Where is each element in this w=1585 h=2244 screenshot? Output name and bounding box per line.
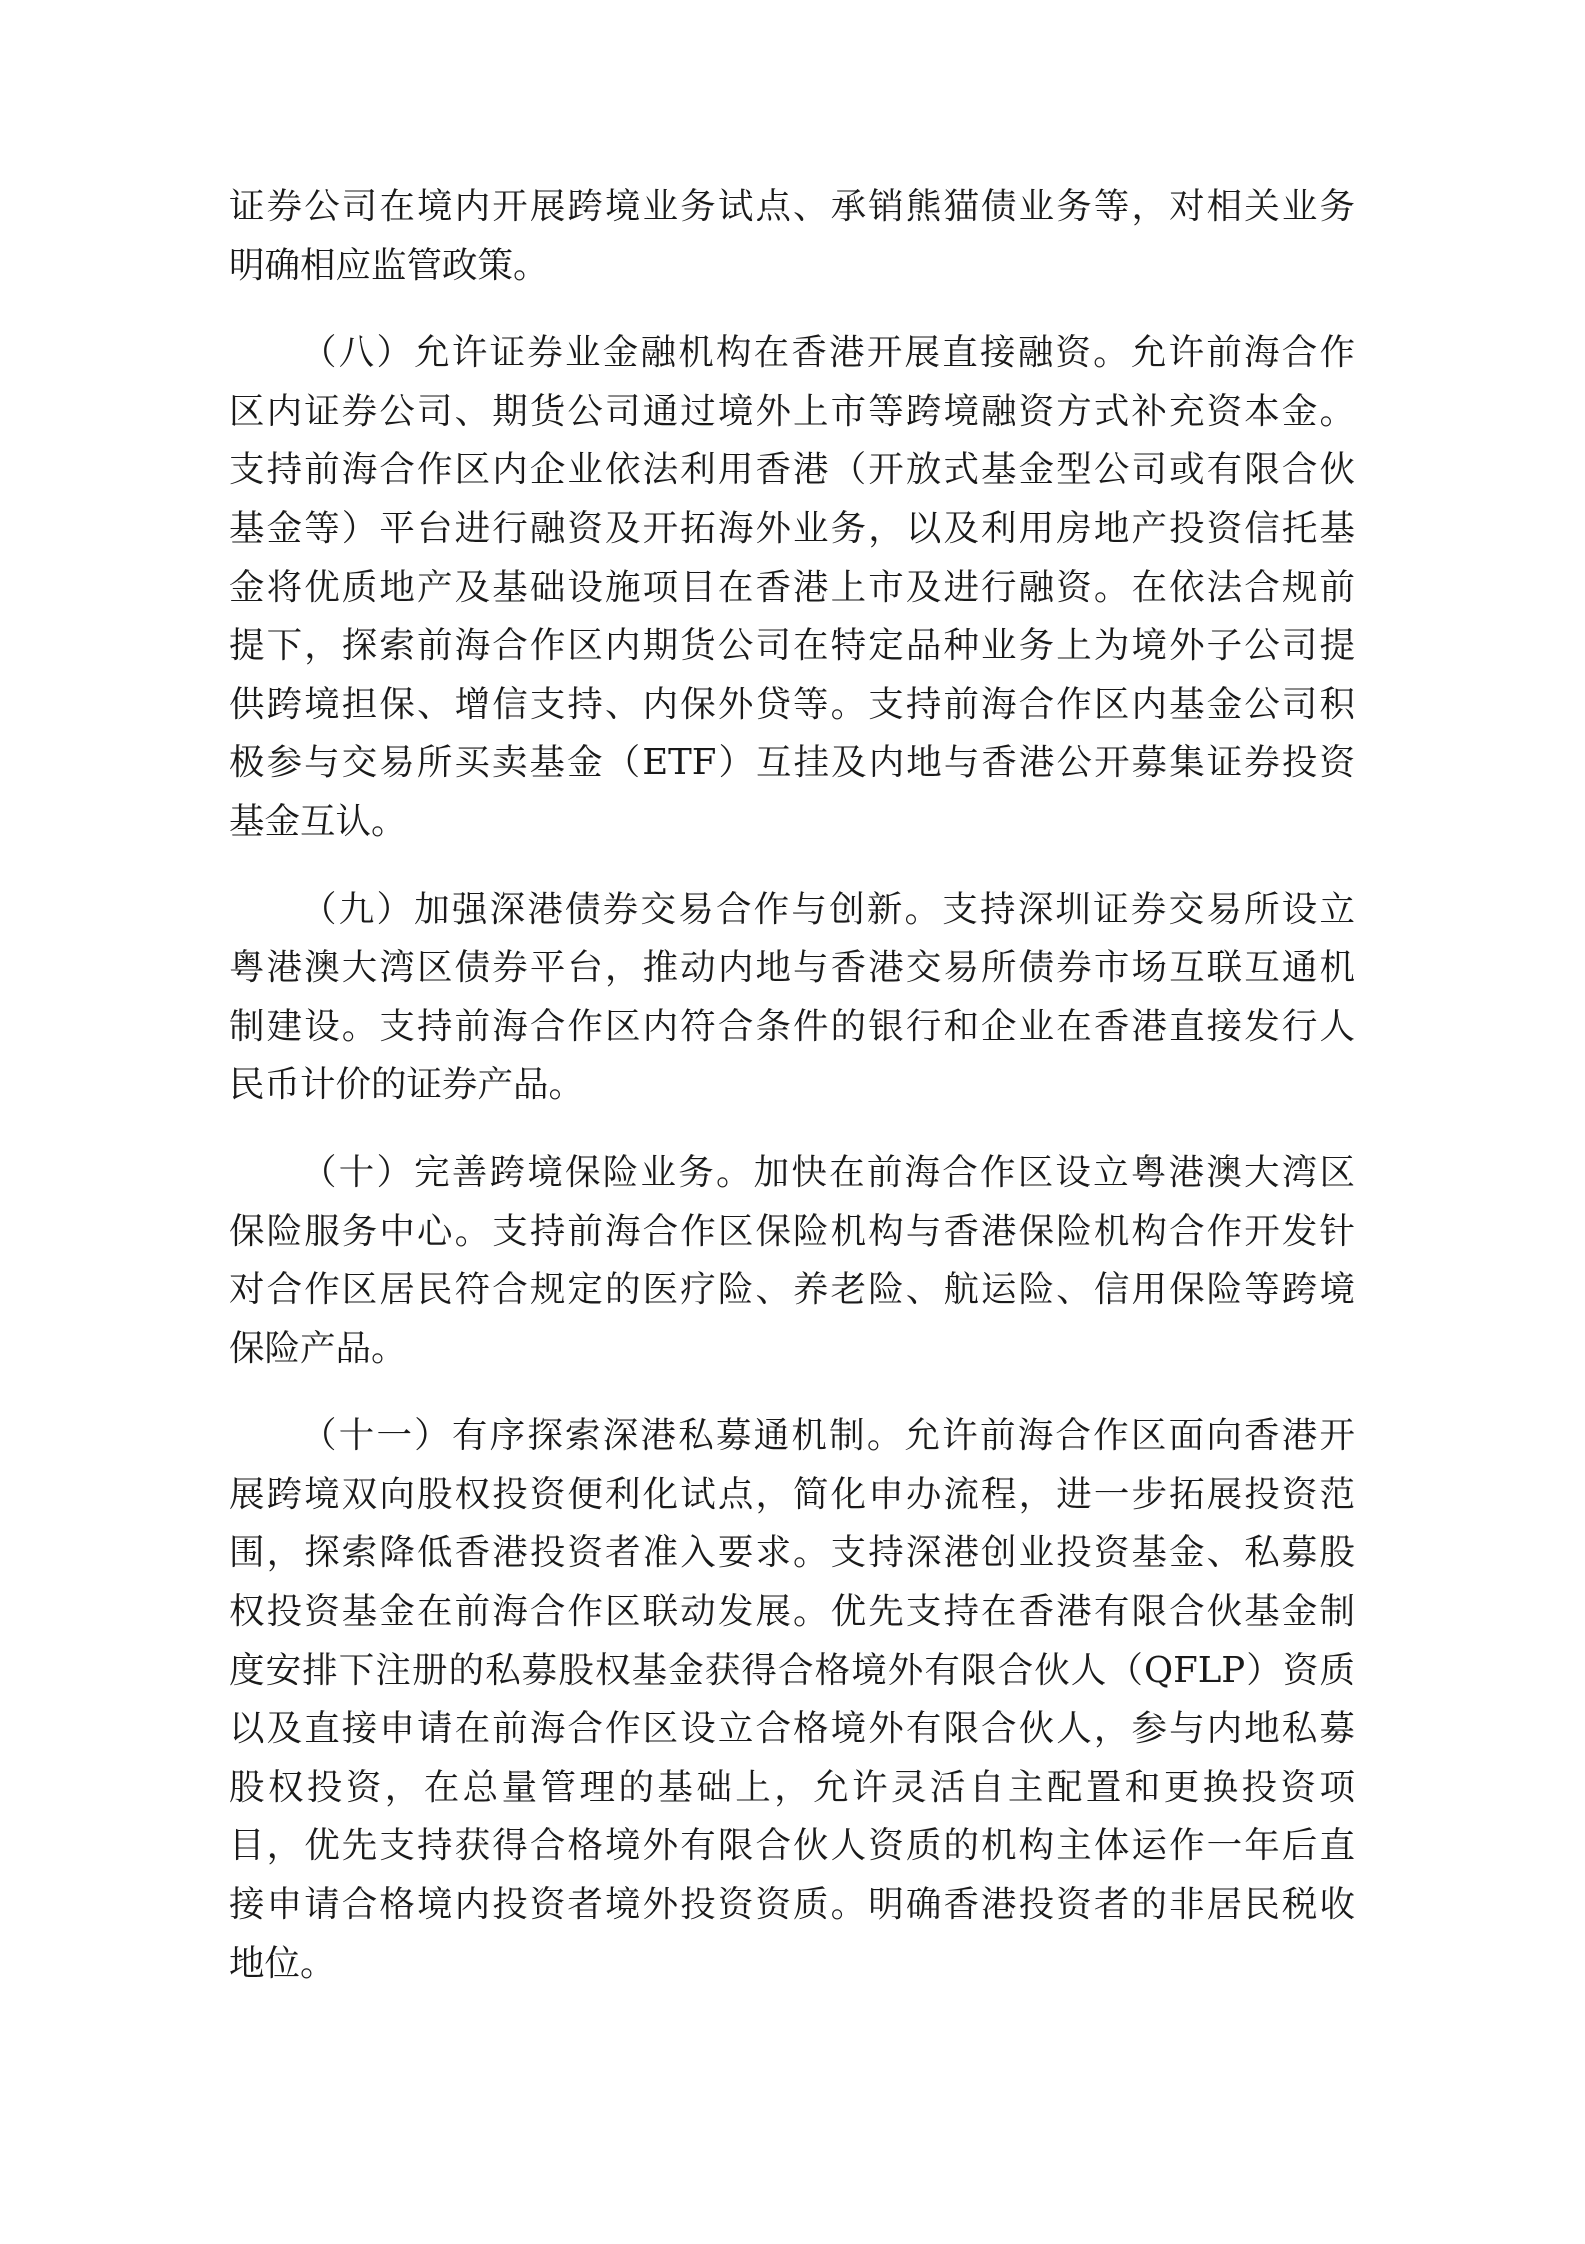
text-line: 保险产品。 [229,1327,407,1369]
text-line: 证券公司在境内开展跨境业务试点、承销熊猫债业务等，对相关业务 [229,186,1355,227]
text-line: （十）完善跨境保险业务。加快在前海合作区设立粤港澳大湾区 [301,1151,1355,1193]
text-line: 供跨境担保、增信支持、内保外贷等。支持前海合作区内基金公司积 [229,683,1355,725]
paragraph-item-8 [229,324,1355,851]
text-line: 以及直接申请在前海合作区设立合格境外有限合伙人，参与内地私募 [229,1708,1355,1750]
text-line: （十一）有序探索深港私募通机制。允许前海合作区面向香港开 [301,1415,1355,1457]
document-body [229,178,1355,2022]
text-line: 金将优质地产及基础设施项目在香港上市及进行融资。在依法合规前 [229,566,1355,608]
text-line: 基金等）平台进行融资及开拓海外业务，以及利用房地产投资信托基 [229,507,1355,549]
text-line: （八）允许证券业金融机构在香港开展直接融资。允许前海合作 [301,332,1355,374]
text-line: 对合作区居民符合规定的医疗险、养老险、航运险、信用保险等跨境 [229,1269,1355,1311]
text-line: （九）加强深港债券交易合作与创新。支持深圳证券交易所设立 [301,888,1355,930]
text-line: 展跨境双向股权投资便利化试点，简化申办流程，进一步拓展投资范 [229,1473,1355,1515]
paragraph-item-9 [229,881,1355,1115]
text-line: 保险服务中心。支持前海合作区保险机构与香港保险机构合作开发针 [229,1210,1355,1252]
text-line: 极参与交易所买卖基金（ETF）互挂及内地与香港公开募集证券投资 [229,742,1355,784]
text-line: 提下，探索前海合作区内期货公司在特定品种业务上为境外子公司提 [229,625,1355,667]
text-line: 制建设。支持前海合作区内符合条件的银行和企业在香港直接发行人 [229,1005,1355,1047]
text-line: 围，探索降低香港投资者准入要求。支持深港创业投资基金、私募股 [229,1532,1355,1574]
text-line: 区内证券公司、期货公司通过境外上市等跨境融资方式补充资本金。 [229,390,1355,432]
text-line: 民币计价的证券产品。 [229,1064,585,1106]
text-line: 目，优先支持获得合格境外有限合伙人资质的机构主体运作一年后直 [229,1825,1355,1867]
text-line: 粤港澳大湾区债券平台，推动内地与香港交易所债券市场互联互通机 [229,947,1355,989]
text-line: 地位。 [229,1942,336,1984]
paragraph-continuation [229,178,1355,295]
text-line: 明确相应监管政策。 [229,244,549,286]
paragraph-item-11 [229,1407,1355,1993]
paragraph-item-10 [229,1144,1355,1378]
text-line: 股权投资，在总量管理的基础上，允许灵活自主配置和更换投资项 [229,1766,1355,1808]
text-line: 基金互认。 [229,800,407,842]
text-line: 支持前海合作区内企业依法利用香港（开放式基金型公司或有限合伙 [229,449,1355,491]
text-line: 权投资基金在前海合作区联动发展。优先支持在香港有限合伙基金制 [229,1591,1355,1633]
text-line: 度安排下注册的私募股权基金获得合格境外有限合伙人（QFLP）资质 [229,1649,1355,1691]
text-line: 接申请合格境内投资者境外投资资质。明确香港投资者的非居民税收 [229,1884,1355,1926]
